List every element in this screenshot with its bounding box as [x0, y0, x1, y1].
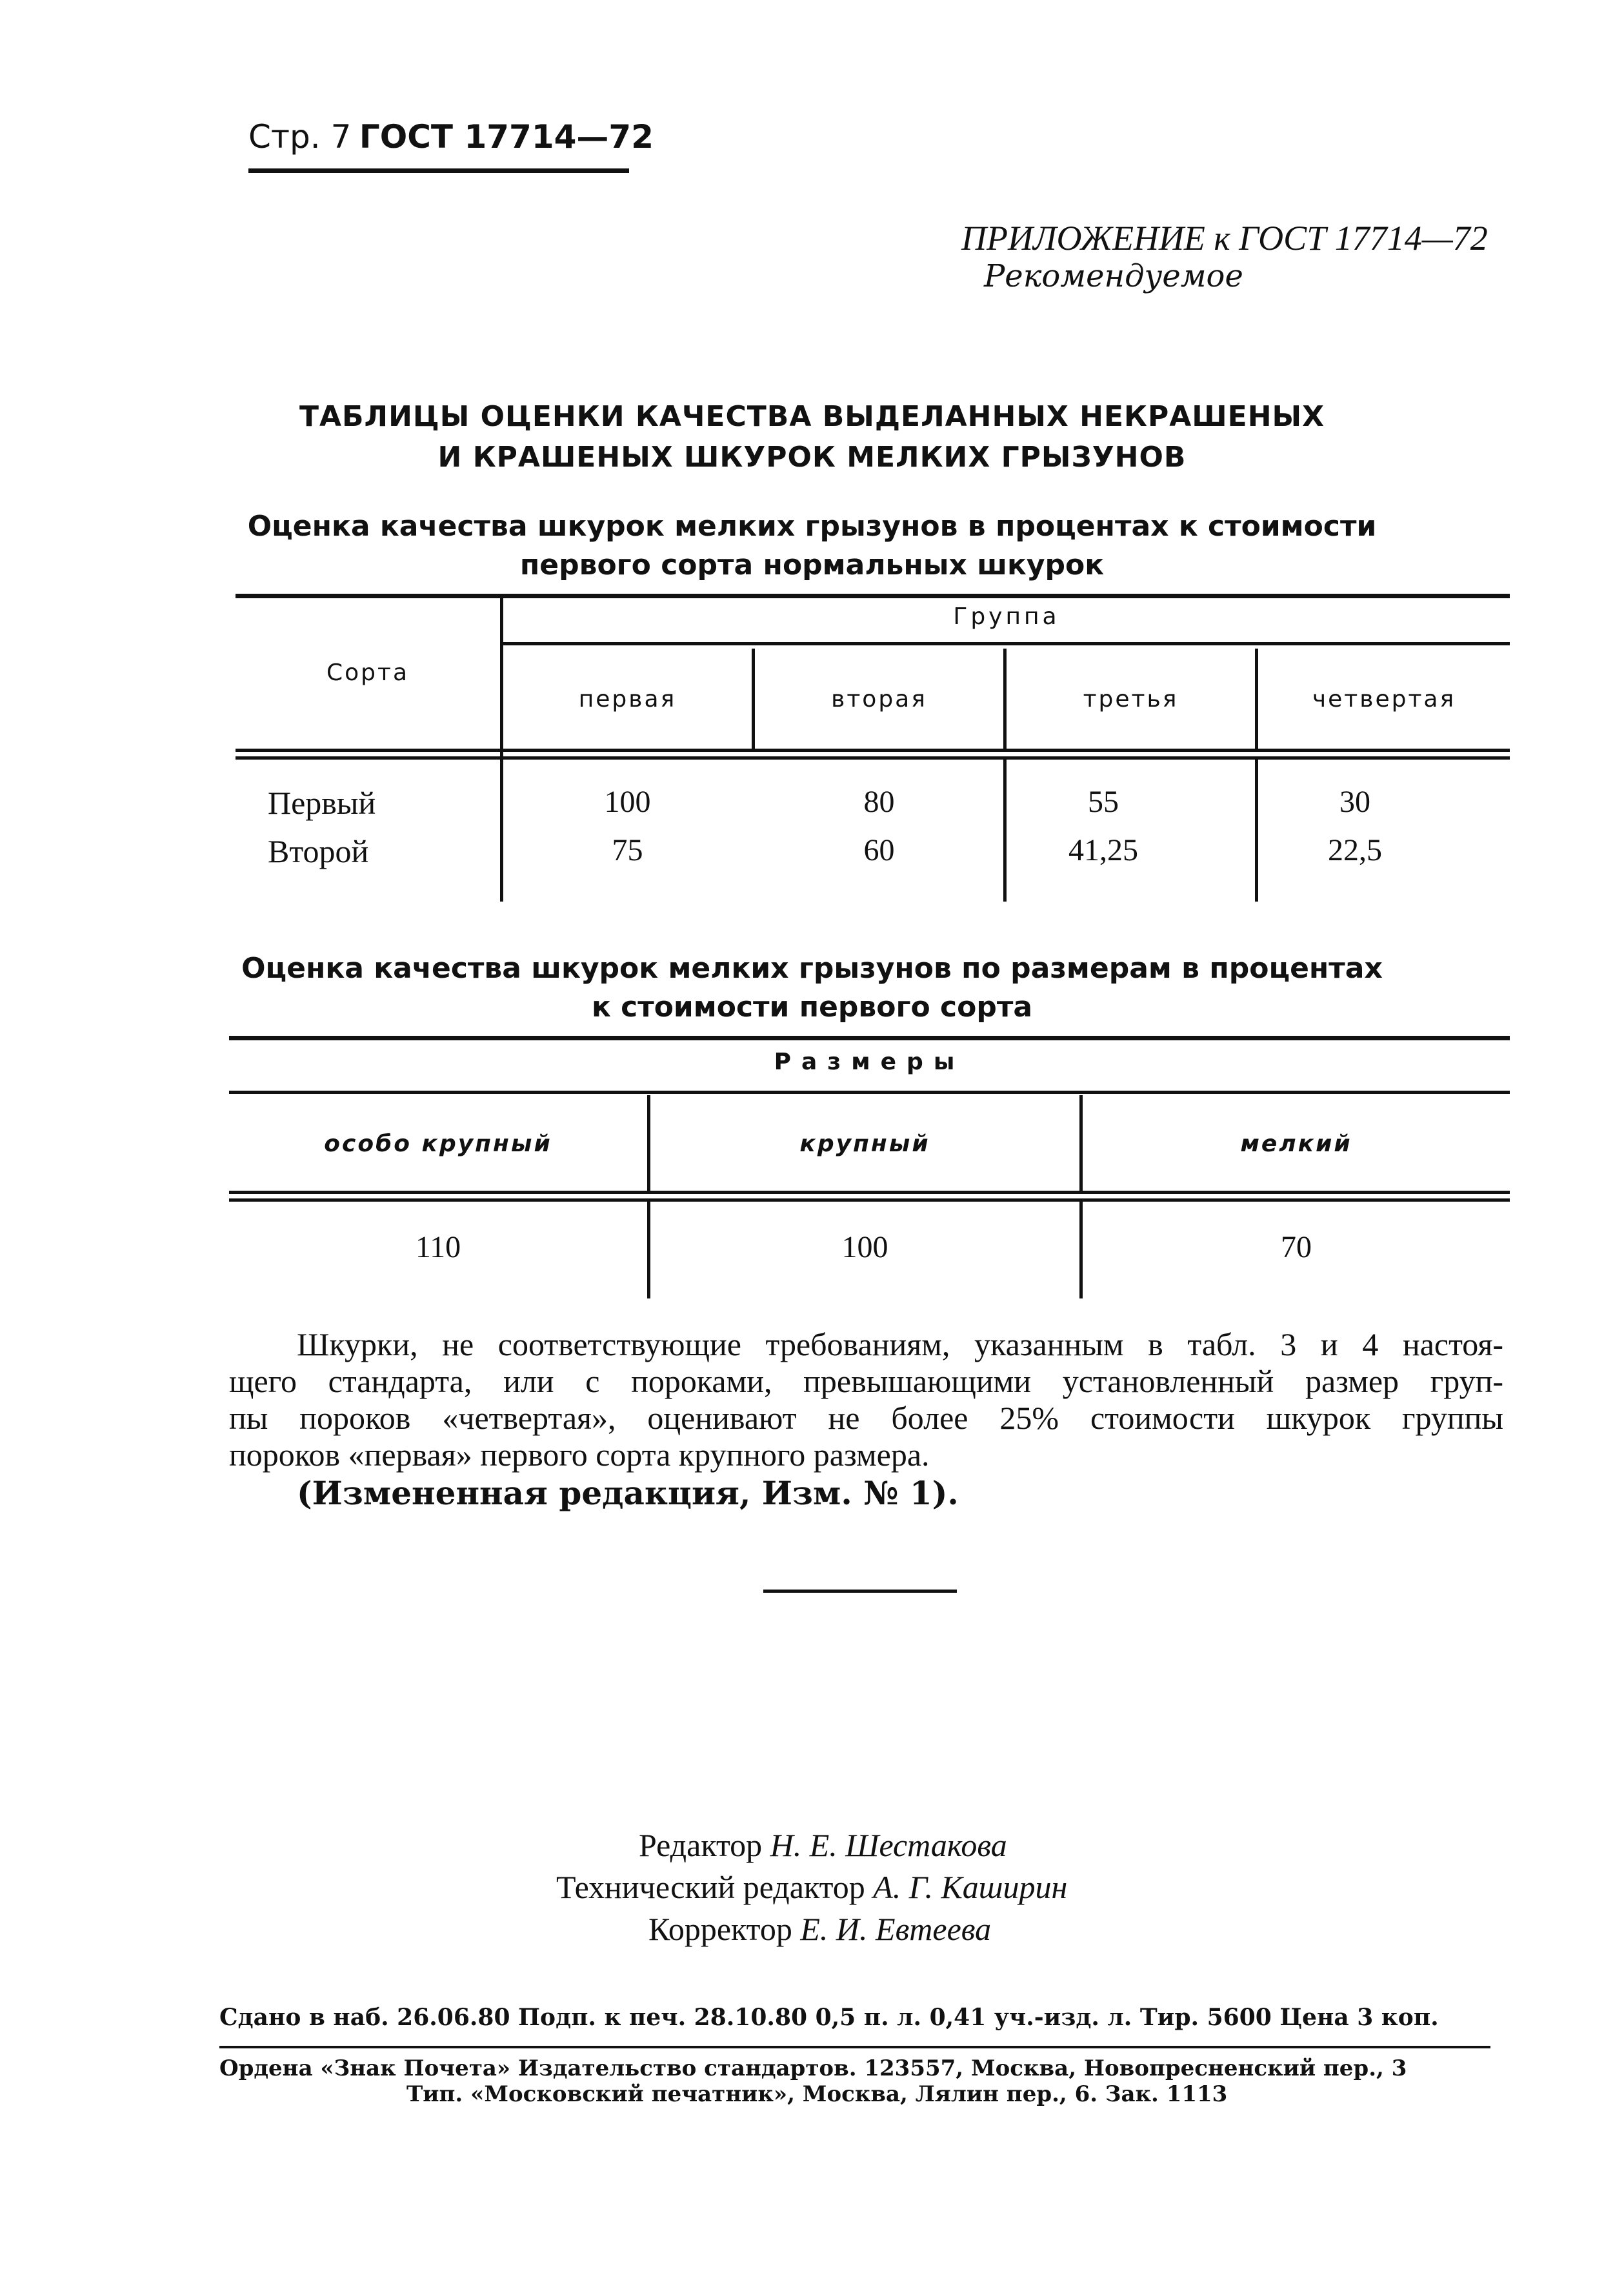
size-header: Размеры	[774, 1049, 965, 1075]
paragraph-line2: щего стандарта, или с пороками, превышающими установленный размер груп-	[229, 1363, 1503, 1399]
size-small-header: мелкий	[1240, 1131, 1352, 1157]
table-cell: 30	[1339, 785, 1370, 819]
table-cell: 100	[841, 1230, 888, 1264]
table2-header-rule-b	[229, 1198, 1510, 1202]
table2-size-rule	[229, 1091, 1510, 1094]
appendix-title: ПРИЛОЖЕНИЕ к ГОСТ 17714—72	[961, 219, 1488, 257]
table1-divider-body	[1255, 760, 1258, 902]
main-title-line2: И КРАШЕНЫХ ШКУРОК МЕЛКИХ ГРЫЗУНОВ	[437, 441, 1187, 474]
group-fourth-header: четвертая	[1312, 686, 1456, 712]
editor-credit	[639, 1826, 1007, 1864]
imprint-line2: Ордена «Знак Почета» Издательство стандартов. 123557, Москва, Новопресненский пер., 3	[219, 2055, 1407, 2081]
proofreader-label: Корректор	[648, 1911, 792, 1947]
row-label: Второй	[268, 833, 369, 869]
amendment-note: (Измененная редакция, Изм. № 1).	[297, 1474, 959, 1512]
table1-caption-line1: Оценка качества шкурок мелких грызунов в процентах к стоимости	[247, 510, 1377, 543]
table-cell: 110	[415, 1230, 461, 1264]
appendix-subtitle: Рекомендуемое	[984, 258, 1243, 294]
imprint-rule	[219, 2046, 1490, 2048]
table-cell: 22,5	[1328, 833, 1382, 867]
table1-caption-line2: первого сорта нормальных шкурок	[519, 549, 1105, 581]
proofreader-credit	[648, 1910, 991, 1948]
tech-editor-credit	[556, 1868, 1067, 1906]
page-number: Стр. 7	[248, 118, 352, 156]
size-large-header: крупный	[799, 1131, 930, 1157]
table1-divider-body-2	[1003, 760, 1007, 902]
table2-caption-line2: к стоимости первого сорта	[591, 991, 1033, 1024]
table1-top-rule	[236, 594, 1510, 598]
table-cell: 60	[863, 833, 895, 867]
imprint-line3: Тип. «Московский печатник», Москва, Лялин пер., 6. Зак. 1113	[406, 2081, 1228, 2107]
proofreader-name: Е. И. Евтеева	[800, 1911, 992, 1947]
table2-caption-line1: Оценка качества шкурок мелких грызунов по размерам в процентах	[241, 952, 1383, 985]
editor-name: Н. Е. Шестакова	[770, 1827, 1007, 1863]
sort-header: Сорта	[326, 660, 410, 686]
paragraph-line1: Шкурки, не соответствующие требованиям, указанным в табл. 3 и 4 настоя-	[297, 1326, 1503, 1362]
table-cell: 80	[863, 785, 895, 819]
main-title-line1: ТАБЛИЦЫ ОЦЕНКИ КАЧЕСТВА ВЫДЕЛАННЫХ НЕКРАШЕНЫХ	[299, 400, 1325, 433]
page-header	[248, 118, 654, 156]
table1-header-rule-b	[236, 756, 1510, 760]
group-first-header: первая	[578, 686, 677, 712]
table-cell: 75	[612, 833, 643, 867]
tech-editor-name: А. Г. Каширин	[873, 1869, 1068, 1905]
table1-group-rule	[503, 642, 1510, 645]
group-third-header: третья	[1083, 686, 1179, 712]
table2-top-rule	[229, 1036, 1510, 1040]
table-cell: 41,25	[1068, 833, 1138, 867]
table2-header-rule-a	[229, 1191, 1510, 1194]
table1-header-rule-a	[236, 749, 1510, 752]
table-cell: 55	[1088, 785, 1119, 819]
table-cell: 100	[604, 785, 651, 819]
gost-number: ГОСТ 17714—72	[359, 118, 654, 156]
header-rule	[248, 168, 629, 173]
group-second-header: вторая	[831, 686, 927, 712]
tech-editor-label: Технический редактор	[556, 1869, 865, 1905]
section-separator	[763, 1590, 957, 1593]
group-header: Группа	[953, 603, 1060, 630]
paragraph-line4: пороков «первая» первого сорта крупного размера.	[229, 1437, 930, 1473]
imprint-line1: Сдано в наб. 26.06.80 Подп. к печ. 28.10.80 0,5 п. л. 0,41 уч.-изд. л. Тир. 5600 Цена 3 коп.	[219, 2004, 1439, 2031]
size-extra-large-header: особо крупный	[324, 1131, 552, 1157]
row-label: Первый	[268, 785, 376, 821]
table-cell: 70	[1281, 1230, 1312, 1264]
editor-label: Редактор	[639, 1827, 763, 1863]
paragraph-line3: пы пороков «четвертая», оценивают не более 25% стоимости шкурок группы	[229, 1400, 1503, 1436]
